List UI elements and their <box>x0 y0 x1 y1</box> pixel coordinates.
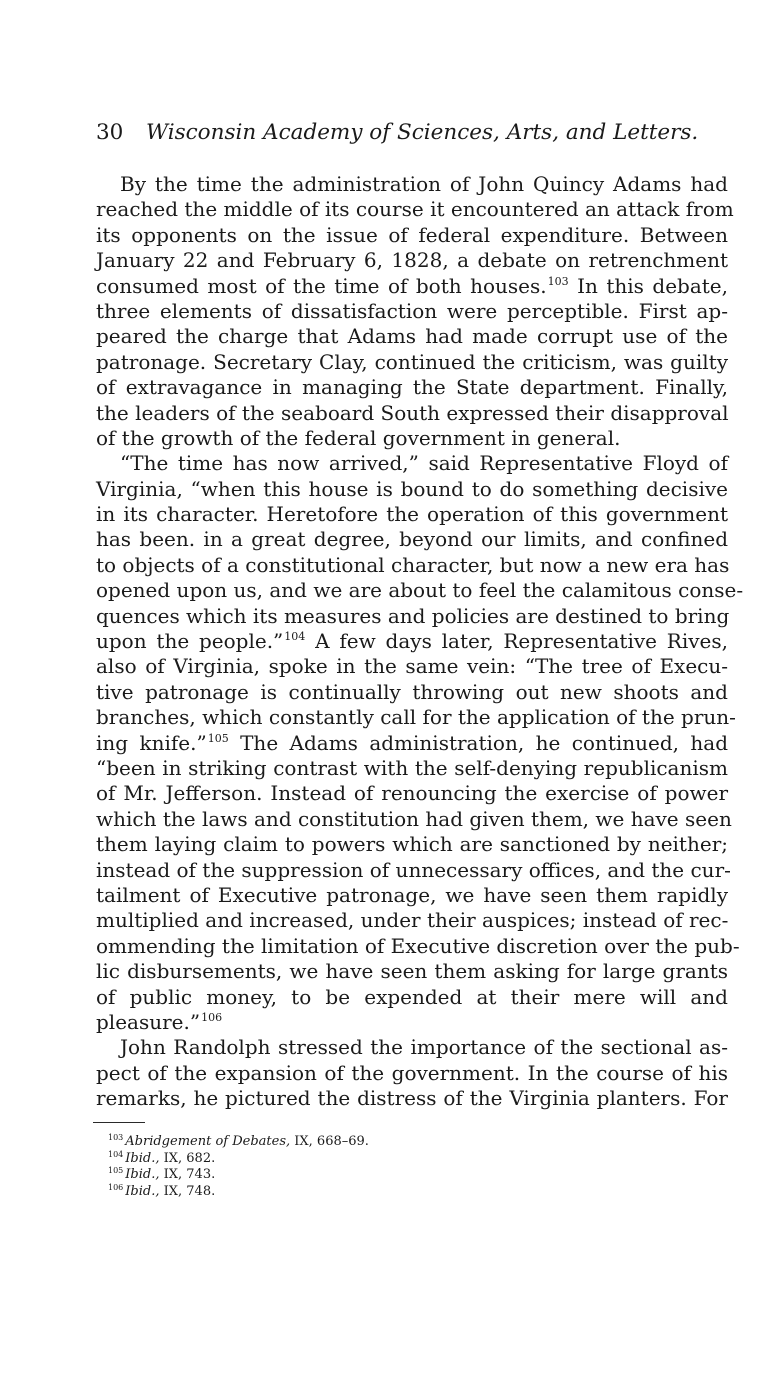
text-line: reached the middle of its course it encountered an attack from <box>96 197 734 222</box>
text-line: of the growth of the federal government in general. <box>96 425 621 450</box>
footnote-106 <box>108 1184 608 1201</box>
text-line: patronage. Secretary Clay, continued the criticism, was guilty <box>96 349 728 374</box>
text-line: tive patronage is continually throwing out new shoots and <box>96 679 728 704</box>
footnote-source: Ibid., <box>125 1150 160 1166</box>
text-line: remarks, he pictured the distress of the Virginia planters. For <box>96 1086 728 1111</box>
text-line: multiplied and increased, under their auspices; instead of rec- <box>96 908 729 933</box>
text-line: quences which its measures and policies are destined to bring <box>96 603 730 628</box>
footnote-citation: IX, 743. <box>159 1167 216 1182</box>
footnote-rule <box>93 1122 145 1123</box>
text-line: its opponents on the issue of federal expenditure. Between <box>96 222 728 247</box>
running-head <box>96 118 736 148</box>
text-line: instead of the suppression of unnecessary offices, and the cur- <box>96 857 731 882</box>
text-line: them laying claim to powers which are sanctioned by neither; <box>96 832 728 857</box>
footnote-citation: IX, 748. <box>159 1183 216 1199</box>
footnote-104 <box>108 1151 608 1168</box>
text-line: January 22 and February 6, 1828, a debate on retrenchment <box>96 248 728 273</box>
footnote-ref-103[interactable]: 103 <box>547 274 569 288</box>
text-line: “The time has now arrived,” said Representative Floyd of <box>120 451 728 476</box>
footnote-105 <box>108 1167 608 1184</box>
footnote-number: 105 <box>108 1166 124 1175</box>
text-line: which the laws and constitution had given them, we have seen <box>96 806 732 831</box>
footnotes <box>108 1134 608 1200</box>
text-line: also of Virginia, spoke in the same vein: “The tree of Execu- <box>96 654 728 679</box>
text-line <box>96 274 728 299</box>
text-line: to objects of a constitutional character, but now a new era has <box>96 552 730 577</box>
text-line: tailment of Executive patronage, we have seen them rapidly <box>96 882 728 907</box>
footnote-ref-105[interactable]: 105 <box>207 731 229 745</box>
footnote-103 <box>108 1134 608 1151</box>
text-segment: In this debate, <box>568 273 729 298</box>
text-line: the leaders of the seaboard South expressed their disapproval <box>96 400 729 425</box>
running-title: Wisconsin Academy of Sciences, Arts, and Letters. <box>146 120 699 145</box>
page-number: 30 <box>96 120 124 145</box>
text-line: lic disbursements, we have seen them asking for large grants <box>96 959 728 984</box>
text-line: Virginia, “when this house is bound to do something decisive <box>96 476 728 501</box>
text-line: John Randolph stressed the importance of the sectional as- <box>120 1035 728 1060</box>
text-line: of public money, to be expended at their mere will and <box>96 984 728 1009</box>
text-segment: consumed most of the time of both houses. <box>96 273 547 298</box>
footnote-citation: IX, 668–69. <box>290 1134 369 1149</box>
footnote-ref-104[interactable]: 104 <box>284 630 306 644</box>
footnote-source: Ibid., <box>125 1183 160 1199</box>
text-line: opened upon us, and we are about to feel the calamitous conse- <box>96 578 744 603</box>
footnote-number: 103 <box>108 1133 124 1142</box>
text-line: of extravagance in managing the State department. Finally, <box>96 375 728 400</box>
text-segment: pleasure.” <box>96 1009 201 1034</box>
text-line: three elements of dissatisfaction were perceptible. First ap- <box>96 298 728 323</box>
text-line: By the time the administration of John Quincy Adams had <box>120 172 728 196</box>
text-line: peared the charge that Adams had made corrupt use of the <box>96 324 728 349</box>
text-line: of Mr. Jefferson. Instead of renouncing the exercise of power <box>96 781 728 806</box>
text-line <box>96 1010 728 1035</box>
text-segment: upon the people.” <box>96 629 284 654</box>
footnote-ref-106[interactable]: 106 <box>201 1010 223 1024</box>
text-line: has been. in a great degree, beyond our limits, and confined <box>96 527 728 552</box>
text-line: ommending the limitation of Executive discretion over the pub- <box>96 933 740 958</box>
body-text <box>96 172 744 1111</box>
text-line: “been in striking contrast with the self-denying republicanism <box>96 755 728 780</box>
footnote-source: Abridgement of Debates, <box>125 1134 291 1149</box>
text-line: in its character. Heretofore the operation of this government <box>96 502 728 527</box>
footnote-citation: IX, 682. <box>159 1150 216 1166</box>
footnote-number: 104 <box>108 1149 124 1159</box>
text-line <box>96 731 728 756</box>
footnote-number: 106 <box>108 1182 124 1192</box>
text-line <box>96 629 728 654</box>
text-segment: The Adams administration, he continued, had <box>228 730 729 755</box>
text-line: pect of the expansion of the government. In the course of his <box>96 1060 728 1085</box>
text-line: branches, which constantly call for the application of the prun- <box>96 705 736 730</box>
text-segment: ing knife.” <box>96 730 207 755</box>
footnote-source: Ibid., <box>125 1167 160 1182</box>
text-segment: A few days later, Representative Rives, <box>305 629 729 654</box>
